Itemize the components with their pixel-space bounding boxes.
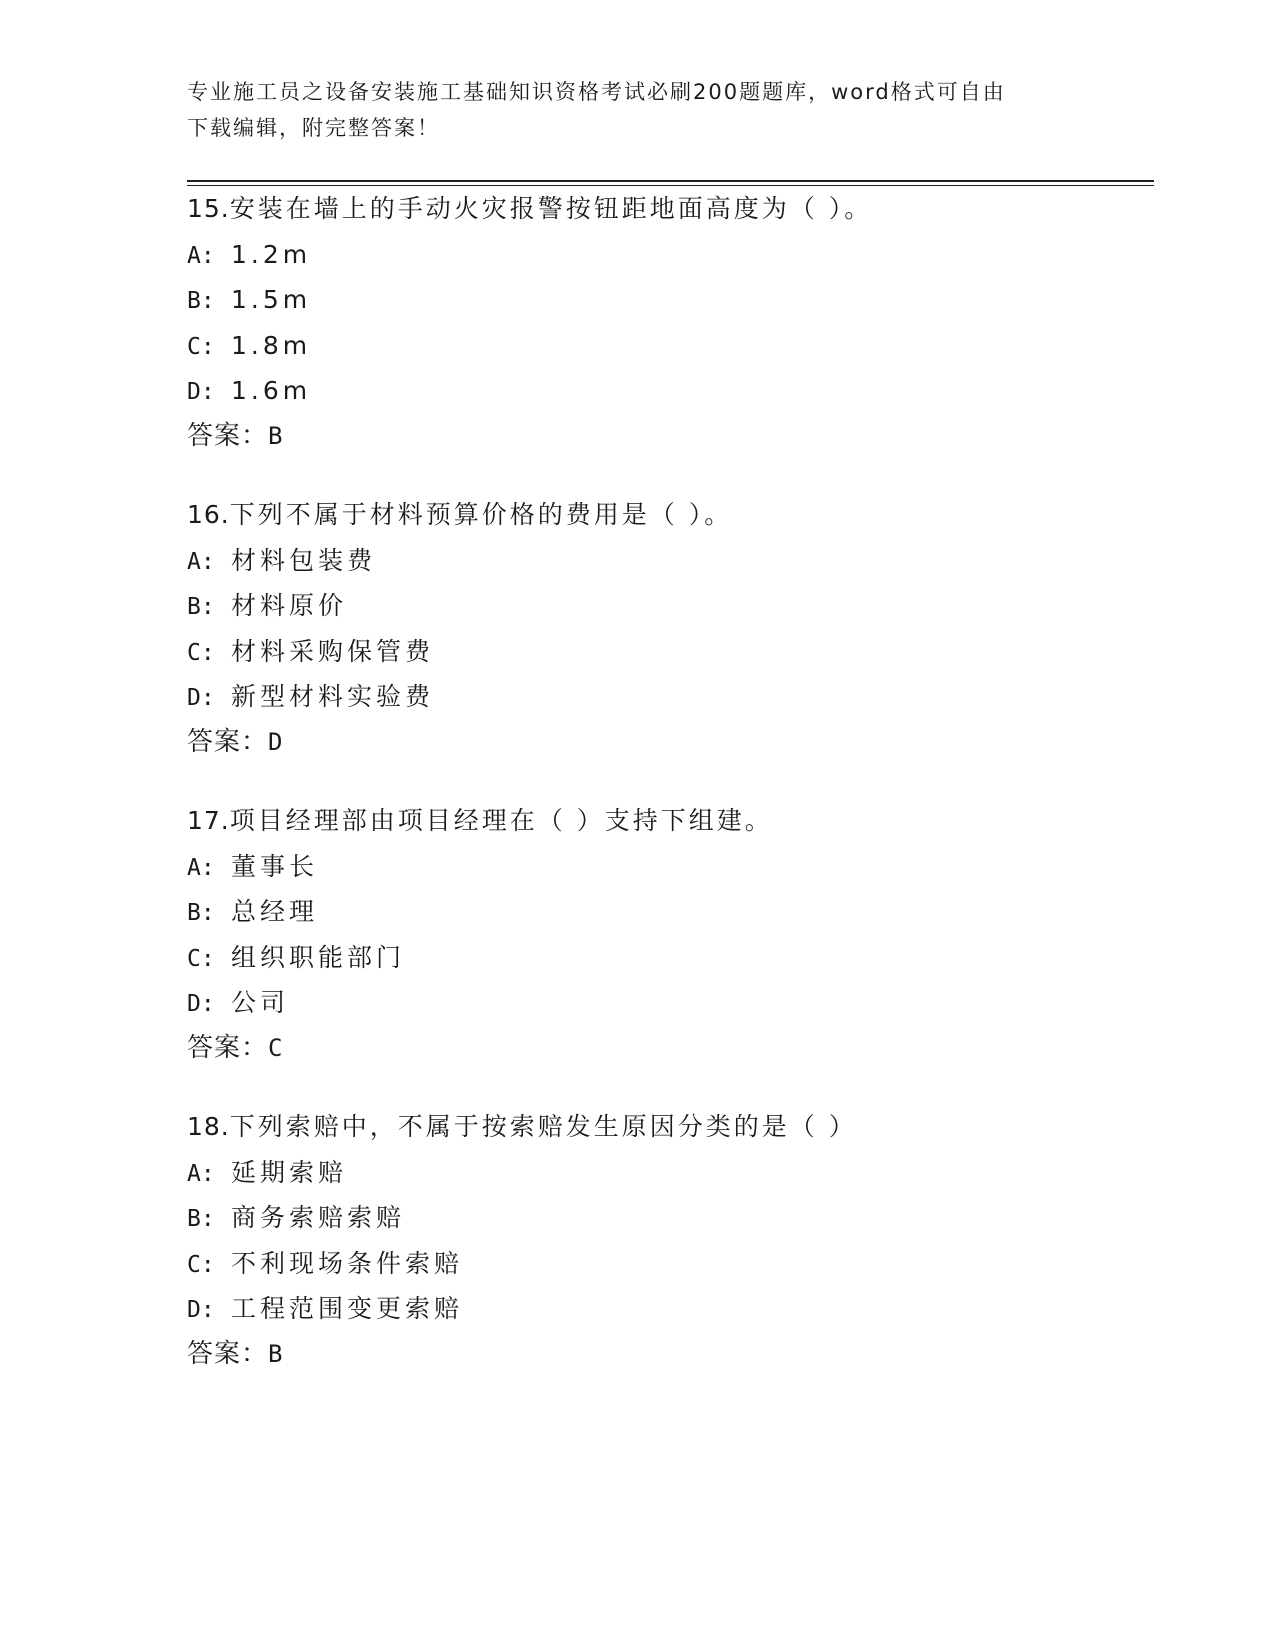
option-text: 董事长 (231, 851, 319, 881)
option-c (187, 1241, 1137, 1287)
answer-label: 答案： (187, 1032, 269, 1063)
option-letter: B: (187, 1206, 215, 1232)
option-b (187, 277, 1137, 323)
header-line-2: 下载编辑，附完整答案！ (187, 116, 440, 140)
option-letter: C: (187, 333, 215, 360)
question-17 (187, 798, 1137, 1071)
question-text: 下列索赔中，不属于按索赔发生原因分类的是（ ） (229, 1112, 857, 1141)
option-a (187, 844, 1137, 890)
question-number: 16. (187, 500, 230, 529)
question-18 (187, 1104, 1137, 1377)
answer-line (187, 720, 1137, 766)
option-letter: A: (187, 1160, 215, 1187)
answer-line (187, 1026, 1137, 1072)
option-a (187, 1150, 1137, 1196)
option-text: 1.6m (231, 376, 312, 405)
option-b (187, 1195, 1137, 1241)
header-divider-thick (187, 180, 1154, 182)
document-header (187, 74, 1087, 146)
option-letter: A: (187, 548, 215, 575)
question-15 (187, 186, 1137, 459)
option-text: 材料采购保管费 (231, 636, 435, 666)
question-number: 17. (187, 806, 230, 835)
option-text: 不利现场条件索赔 (231, 1248, 464, 1278)
option-d (187, 980, 1137, 1026)
option-letter: B: (187, 288, 215, 314)
option-letter: B: (187, 900, 215, 926)
option-letter: D: (187, 685, 215, 711)
option-c (187, 935, 1137, 981)
option-text: 总经理 (231, 897, 319, 926)
option-text: 工程范围变更索赔 (231, 1294, 464, 1323)
option-letter: C: (187, 639, 215, 666)
option-letter: D: (187, 991, 215, 1017)
option-d (187, 368, 1137, 414)
option-text: 新型材料实验费 (231, 682, 435, 711)
question-number: 18. (187, 1112, 230, 1141)
question-text: 下列不属于材料预算价格的费用是（ ）。 (229, 500, 733, 529)
answer-value: B (268, 421, 284, 450)
option-text: 1.8m (231, 330, 312, 360)
option-letter: C: (187, 1251, 215, 1278)
option-a (187, 538, 1137, 584)
question-stem (187, 1104, 1137, 1150)
option-c (187, 629, 1137, 675)
answer-value: C (268, 1033, 284, 1062)
question-stem (187, 186, 1137, 232)
option-text: 材料原价 (231, 591, 348, 620)
option-d (187, 1286, 1137, 1332)
answer-label: 答案： (187, 726, 269, 757)
question-number: 15. (187, 194, 230, 223)
question-16 (187, 492, 1137, 765)
answer-line (187, 414, 1137, 460)
answer-value: D (268, 727, 284, 756)
option-b (187, 889, 1137, 935)
question-stem (187, 492, 1137, 538)
option-letter: B: (187, 594, 215, 620)
option-text: 组织职能部门 (231, 942, 406, 972)
option-text: 公司 (231, 988, 290, 1017)
option-text: 1.5m (231, 285, 312, 314)
question-text: 安装在墙上的手动火灾报警按钮距地面高度为（ ）。 (229, 194, 873, 223)
option-b (187, 583, 1137, 629)
option-d (187, 674, 1137, 720)
option-letter: A: (187, 242, 215, 269)
answer-label: 答案： (187, 1338, 269, 1369)
option-letter: D: (187, 379, 215, 405)
header-line-1: 专业施工员之设备安装施工基础知识资格考试必刷200题题库，word格式可自由 (187, 80, 1006, 104)
answer-value: B (268, 1339, 284, 1368)
question-stem (187, 798, 1137, 844)
option-text: 1.2m (231, 239, 312, 269)
question-text: 项目经理部由项目经理在（ ）支持下组建。 (229, 806, 773, 835)
answer-line (187, 1332, 1137, 1378)
option-letter: A: (187, 854, 215, 881)
option-a (187, 232, 1137, 278)
option-letter: D: (187, 1297, 215, 1323)
option-c (187, 323, 1137, 369)
option-letter: C: (187, 945, 215, 972)
option-text: 材料包装费 (231, 545, 377, 575)
option-text: 商务索赔索赔 (231, 1203, 406, 1232)
option-text: 延期索赔 (231, 1157, 348, 1187)
answer-label: 答案： (187, 420, 269, 451)
